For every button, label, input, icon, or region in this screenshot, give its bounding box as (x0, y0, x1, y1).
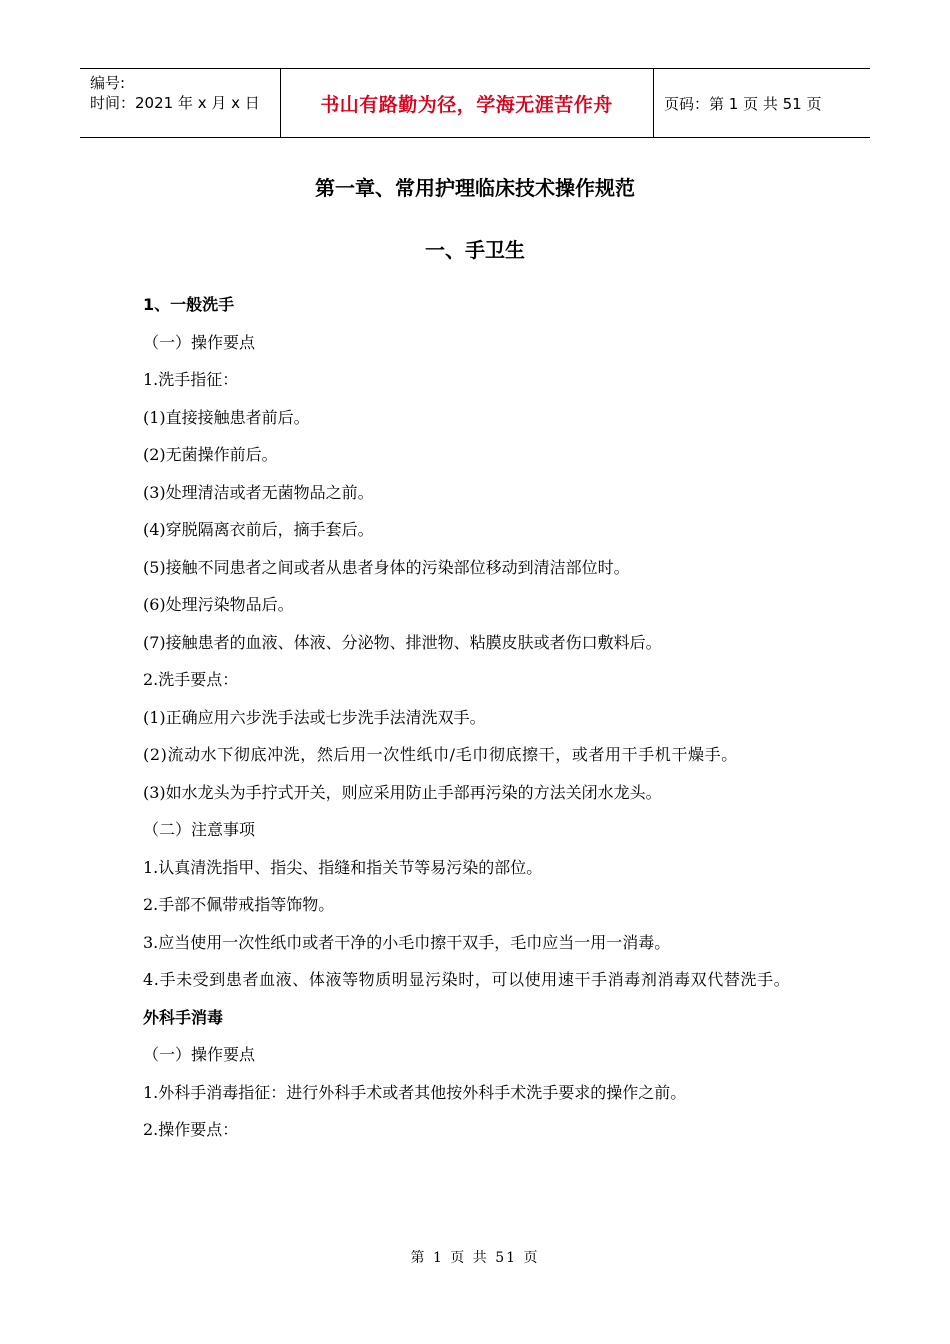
header-divider (653, 69, 654, 137)
paragraph-line: （一）操作要点 (143, 1045, 256, 1064)
document-body (143, 286, 813, 1149)
paragraph-line: 2.洗手要点： (143, 670, 239, 689)
paragraph-line: (2)无菌操作前后。 (143, 445, 278, 464)
document-header (80, 68, 870, 138)
paragraph-line: 1.洗手指征： (143, 370, 239, 389)
paragraph-line: (3)如水龙头为手拧式开关，则应采用防止手部再污染的方法关闭水龙头。 (143, 782, 662, 802)
chapter-title: 第一章、常用护理临床技术操作规范 (315, 176, 635, 200)
paragraph-line: 4.手未受到患者血液、体液等物质明显污染时，可以使用速干手消毒剂消毒双代替洗手。 (143, 970, 791, 989)
section-title: 一、手卫生 (425, 238, 525, 262)
page-footer: 第 1 页 共 51 页 (410, 1250, 540, 1266)
paragraph-line: 2.手部不佩带戒指等饰物。 (143, 895, 335, 914)
paragraph-line: (4)穿脱隔离衣前后，摘手套后。 (143, 520, 374, 539)
subsection-heading: 外科手消毒 (143, 1007, 224, 1027)
paragraph-line: (5)接触不同患者之间或者从患者身体的污染部位移动到清洁部位时。 (143, 557, 630, 577)
paragraph-line: (1)直接接触患者前后。 (143, 407, 310, 427)
paragraph-line: (1)正确应用六步洗手法或七步洗手法清洗双手。 (143, 707, 486, 727)
header-page-info: 页码：第 1 页 共 51 页 (664, 94, 822, 113)
paragraph-line: 3.应当使用一次性纸巾或者干净的小毛巾擦干双手，毛巾应当一用一消毒。 (143, 932, 671, 952)
paragraph-line: （一）操作要点 (143, 332, 256, 352)
paragraph-line: (3)处理清洁或者无菌物品之前。 (143, 482, 374, 502)
paragraph-line: （二）注意事项 (143, 820, 256, 839)
time-label: 时间：2021 年 x 月 x 日 (90, 94, 260, 112)
paragraph-line: 1.外科手消毒指征：进行外科手术或者其他按外科手术洗手要求的操作之前。 (143, 1082, 687, 1102)
paragraph-line: (2)流动水下彻底冲洗，然后用一次性纸巾/毛巾彻底擦干，或者用干手机干燥手。 (143, 745, 738, 764)
paragraph-line: 2.操作要点： (143, 1120, 239, 1139)
header-motto: 书山有路勤为径，学海无涯苦作舟 (320, 93, 613, 116)
paragraph-line: (6)处理污染物品后。 (143, 595, 294, 614)
serial-label: 编号: (90, 74, 126, 92)
header-meta (90, 73, 260, 113)
paragraph-line: (7)接触患者的血液、体液、分泌物、排泄物、粘膜皮肤或者伤口敷料后。 (143, 632, 662, 652)
subsection-heading: 1、一般洗手 (143, 295, 235, 314)
paragraph-line: 1.认真清洗指甲、指尖、指缝和指关节等易污染的部位。 (143, 857, 543, 877)
